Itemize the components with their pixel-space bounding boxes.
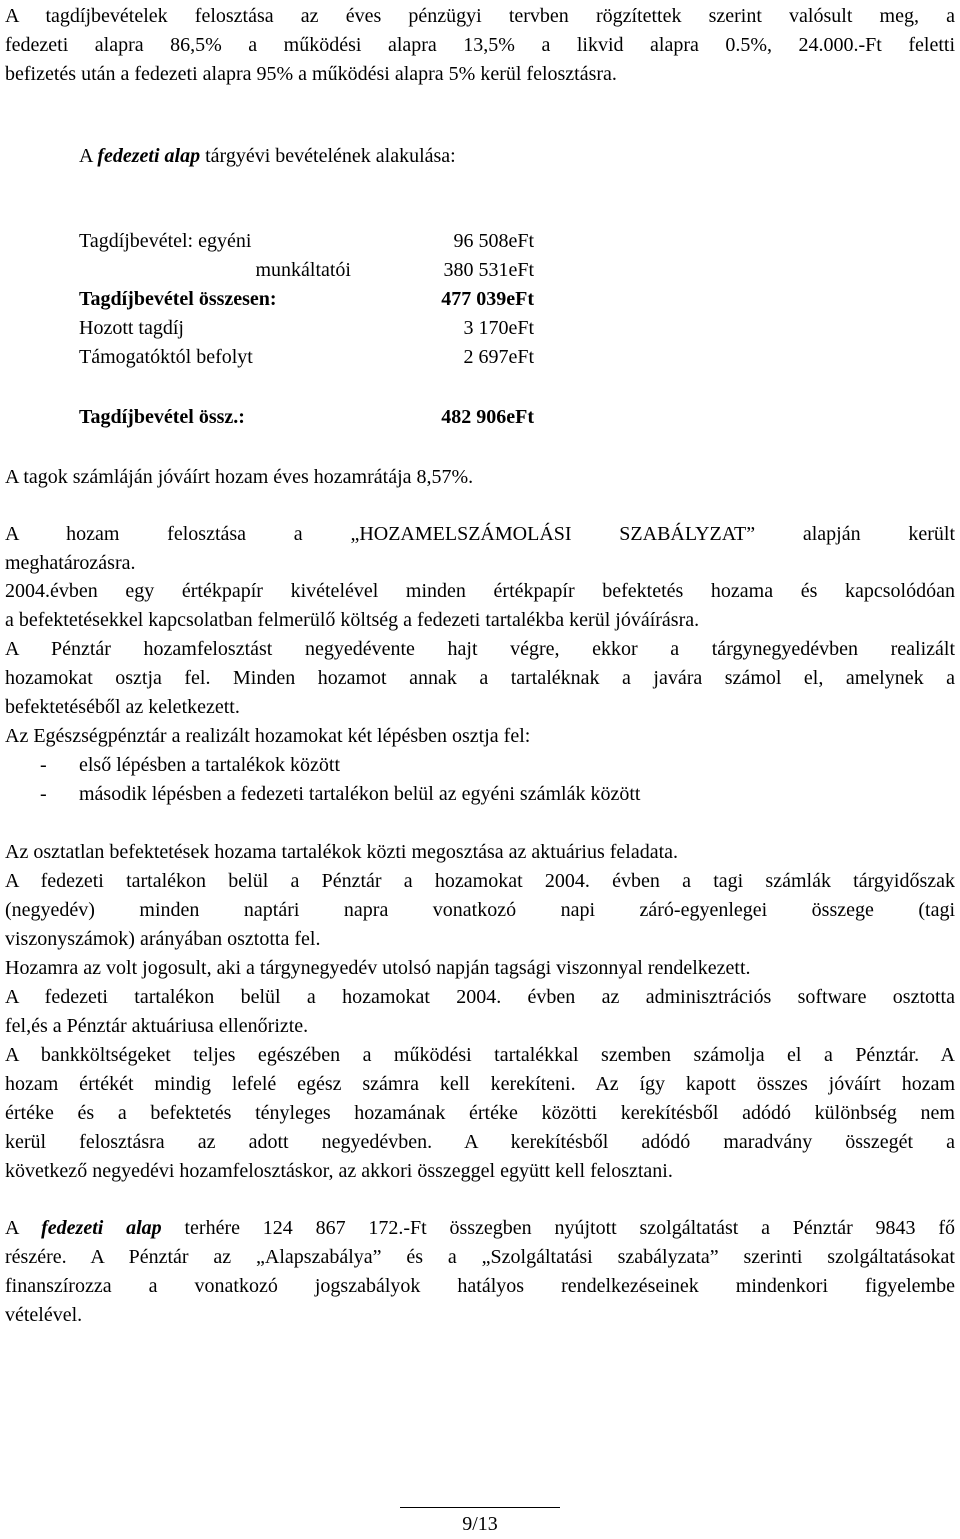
text-line: A fedezeti tartalékon belül a hozamokat 2004. évben az adminisztrációs software osztotta bbox=[5, 986, 955, 1008]
text-line: értéke és a befektetés tényleges hozamának értéke közötti kerekítésből adódó különbség nem bbox=[5, 1102, 955, 1124]
table-row-label: Tagdíjbevétel összesen: bbox=[79, 288, 277, 310]
page-number: 9/13 bbox=[462, 1513, 498, 1535]
text-line: részére. A Pénztár az „Alapszabálya” és a „Szolgáltatási szabályzata” szerinti szolgáltatásokat bbox=[5, 1246, 955, 1268]
closing-emphasis: fedezeti alap bbox=[41, 1217, 162, 1239]
text-line: meghatározásra. bbox=[5, 552, 136, 574]
table-row-value: 2 697eFt bbox=[463, 346, 534, 368]
text-line: 2004.évben egy értékpapír kivételével minden értékpapír befektetés hozama és kapcsolódóan bbox=[5, 580, 955, 602]
footer-divider bbox=[400, 1507, 560, 1508]
text-line: finanszírozza a vonatkozó jogszabályok hatályos rendelkezéseinek mindenkori figyelembe bbox=[5, 1275, 955, 1297]
text-line bbox=[5, 1214, 955, 1243]
table-row-label: Támogatóktól befolyt bbox=[79, 346, 253, 368]
heading-prefix: A bbox=[79, 145, 98, 167]
table-row-value: 96 508eFt bbox=[453, 230, 534, 252]
text-line: hozam értékét mindig lefelé egész számra kell kerekíteni. Az így kapott összes jóváírt hozam bbox=[5, 1073, 955, 1095]
table-row-value: 380 531eFt bbox=[443, 259, 534, 281]
list-bullet: - bbox=[40, 754, 47, 776]
table-row-label: Tagdíjbevétel: egyéni bbox=[79, 230, 252, 252]
text-line: Hozamra az volt jogosult, aki a tárgynegyedév utolsó napján tagsági viszonnyal rendelkezett. bbox=[5, 957, 751, 979]
text-line: A hozam felosztása a „HOZAMELSZÁMOLÁSI SZABÁLYZAT” alapján került bbox=[5, 523, 955, 545]
fund-heading bbox=[79, 142, 456, 171]
list-item: első lépésben a tartalékok között bbox=[79, 754, 341, 776]
list-bullet: - bbox=[40, 783, 47, 805]
text-line: A bankköltségeket teljes egészében a működési tartalékkal szemben számolja el a Pénztár. A bbox=[5, 1044, 955, 1066]
heading-emphasis: fedezeti alap bbox=[97, 145, 201, 167]
text-line: A tagdíjbevételek felosztása az éves pénzügyi tervben rögzítettek szerint valósult meg, a bbox=[5, 5, 955, 27]
table-row-label: Hozott tagdíj bbox=[79, 317, 184, 339]
table-row-label: munkáltatói bbox=[255, 259, 351, 281]
closing-rest: terhére 124 867 172.-Ft összegben nyújtott szolgáltatást a Pénztár 9843 fő bbox=[161, 1217, 956, 1239]
text-line: fedezeti alapra 86,5% a működési alapra 13,5% a likvid alapra 0.5%, 24.000.-Ft feletti bbox=[5, 34, 955, 56]
table-row-value: 477 039eFt bbox=[441, 288, 534, 310]
yield-rate-text: A tagok számláján jóváírt hozam éves hozamrátája 8,57%. bbox=[5, 466, 474, 488]
text-line: (negyedév) minden naptári napra vonatkozó napi záró-egyenlegei összege (tagi bbox=[5, 899, 955, 921]
text-line: A Pénztár hozamfelosztást negyedévente hajt végre, ekkor a tárgynegyedévben realizált bbox=[5, 638, 955, 660]
text-line: befizetés után a fedezeti alapra 95% a működési alapra 5% kerül felosztásra. bbox=[5, 63, 617, 85]
text-line: Az Egészségpénztár a realizált hozamokat két lépésben osztja fel: bbox=[5, 725, 531, 747]
text-line: hozamokat osztja fel. Minden hozamot annak a tartaléknak a javára számol el, amelynek a bbox=[5, 667, 955, 689]
closing-prefix: A bbox=[5, 1217, 42, 1239]
table-total-label: Tagdíjbevétel össz.: bbox=[79, 406, 245, 428]
text-line: a befektetésekkel kapcsolatban felmerülő költség a fedezeti tartalékba kerül jóváírásra. bbox=[5, 609, 700, 631]
text-line: kerül felosztásra az adott negyedévben. A kerekítésből adódó maradvány összegét a bbox=[5, 1131, 955, 1153]
heading-suffix: tárgyévi bevételének alakulása: bbox=[200, 145, 456, 167]
text-line: következő negyedévi hozamfelosztáskor, az akkori összeggel együtt kell felosztani. bbox=[5, 1160, 673, 1182]
text-line: A fedezeti tartalékon belül a Pénztár a hozamokat 2004. évben a tagi számlák tárgyidőszak bbox=[5, 870, 955, 892]
table-row-value: 3 170eFt bbox=[463, 317, 534, 339]
table-total-value: 482 906eFt bbox=[441, 406, 534, 428]
text-line: befektetéséből az keletkezett. bbox=[5, 696, 240, 718]
list-item: második lépésben a fedezeti tartalékon belül az egyéni számlák között bbox=[79, 783, 641, 805]
text-line: viszonyszámok) arányában osztotta fel. bbox=[5, 928, 321, 950]
text-line: fel,és a Pénztár aktuáriusa ellenőrizte. bbox=[5, 1015, 309, 1037]
text-line: vételével. bbox=[5, 1304, 83, 1326]
text-line: Az osztatlan befektetések hozama tartalékok közti megosztása az aktuárius feladata. bbox=[5, 841, 679, 863]
